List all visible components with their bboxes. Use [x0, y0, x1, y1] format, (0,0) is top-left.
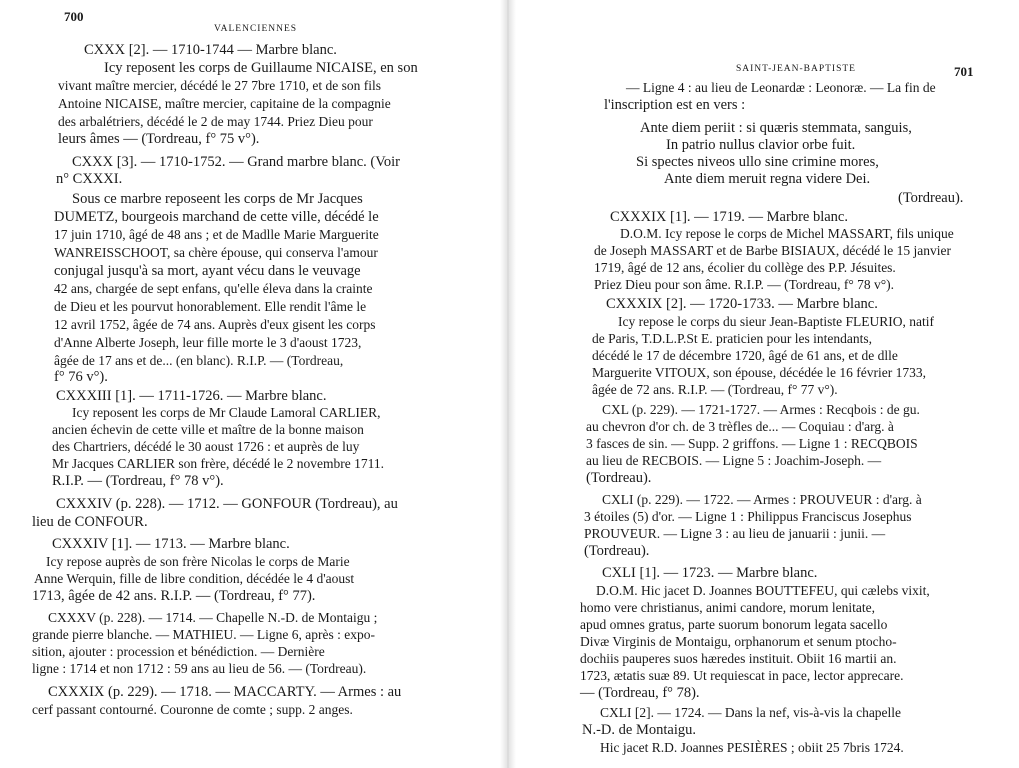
- entry-heading: CXXXIX [2]. — 1720-1733. — Marbre blanc.: [606, 296, 878, 312]
- text-line: d'Anne Alberte Joseph, leur fille morte le 3 d'aoust 1723,: [54, 335, 362, 350]
- right-page: [506, 0, 1019, 768]
- text-line: conjugal jusqu'à sa mort, ayant vécu dans le veuvage: [54, 263, 361, 279]
- text-line: Sous ce marbre reposeent les corps de Mr Jacques: [72, 191, 363, 207]
- text-line: de Dieu et les pourvut honorablement. Elle rendit l'âme le: [54, 299, 367, 314]
- text-line: apud omnes gratus, parte suorum bonorum legata sacello: [580, 617, 888, 632]
- text-line: 42 ans, chargée de sept enfans, qu'elle éleva dans la crainte: [54, 281, 373, 296]
- text-line: WANREISSCHOOT, sa chère épouse, qui conserva l'amour: [54, 245, 378, 260]
- entry-heading: CXXXV (p. 228). — 1714. — Chapelle N.-D. de Montaigu ;: [48, 610, 378, 625]
- verse-line: Ante diem meruit regna videre Dei.: [664, 171, 871, 187]
- text-line: Icy repose auprès de son frère Nicolas le corps de Marie: [46, 554, 350, 569]
- entry-heading: CXXXIV [1]. — 1713. — Marbre blanc.: [52, 536, 290, 552]
- text-line: D.O.M. Icy repose le corps de Michel MASSART, fils unique: [620, 226, 954, 241]
- text-line: 17 juin 1710, âgé de 48 ans ; et de Madlle Marie Marguerite: [54, 227, 379, 242]
- text-line: (Tordreau).: [584, 543, 650, 559]
- text-line: PROUVEUR. — Ligne 3 : au lieu de januarii : junii. —: [584, 526, 886, 541]
- text-line: homo vere christianus, animi candore, morum lenitate,: [580, 600, 876, 615]
- text-line: D.O.M. Hic jacet D. Joannes BOUTTEFEU, qui cælebs vixit,: [596, 583, 930, 598]
- entry-heading: CXXXIII [1]. — 1711-1726. — Marbre blanc.: [56, 388, 327, 404]
- text-line: DUMETZ, bourgeois marchand de cette ville, décédé le: [54, 209, 379, 225]
- text-line: R.I.P. — (Tordreau, f° 78 v°).: [52, 473, 224, 489]
- text-line: l'inscription est en vers :: [604, 97, 746, 113]
- text-line: dochiis pauperes suos hæredes instituit. Obiit 16 martii an.: [580, 651, 897, 666]
- text-line: Marguerite VITOUX, son épouse, décédée le 16 février 1733,: [592, 365, 927, 380]
- text-line: ancien échevin de cette ville et maître de la bonne maison: [52, 422, 364, 437]
- text-line: — (Tordreau, f° 78).: [580, 685, 700, 701]
- text-line: ligne : 1714 et non 1712 : 59 ans au lieu de 56. — (Tordreau).: [32, 661, 367, 676]
- text-line: 3 fasces de sin. — Supp. 2 griffons. — Ligne 1 : RECQBOIS: [586, 436, 918, 451]
- text-line: grande pierre blanche. — MATHIEU. — Ligne 6, après : expo-: [32, 627, 376, 642]
- text-line: Icy repose le corps du sieur Jean-Baptiste FLEURIO, natif: [618, 314, 935, 329]
- entry-heading: CXLI (p. 229). — 1722. — Armes : PROUVEUR : d'arg. à: [602, 492, 922, 507]
- text-line: 1719, âgé de 12 ans, écolier du collège des P.P. Jésuites.: [594, 260, 896, 275]
- text-line: de Joseph MASSART et de Barbe BISIAUX, décédé le 15 janvier: [594, 243, 951, 258]
- text-line: sition, ajouter : procession et bénédiction. — Dernière: [32, 644, 325, 659]
- entry-heading: CXXXIV (p. 228). — 1712. — GONFOUR (Tordreau), au: [56, 496, 398, 512]
- text-line: (Tordreau).: [586, 470, 652, 486]
- text-line: N.-D. de Montaigu.: [582, 722, 696, 738]
- entry-heading: CXLI [2]. — 1724. — Dans la nef, vis-à-vis la chapelle: [600, 705, 902, 720]
- text-line: — Ligne 4 : au lieu de Leonardæ : Leonoræ. — La fin de: [626, 80, 936, 95]
- running-head: SAINT-JEAN-BAPTISTE: [736, 64, 856, 74]
- text-line: Priez Dieu pour son âme. R.I.P. — (Tordreau, f° 78 v°).: [594, 277, 895, 292]
- text-line: 3 étoiles (5) d'or. — Ligne 1 : Philippus Franciscus Josephus: [584, 509, 912, 524]
- text-line: vivant maître mercier, décédé le 27 7bre 1710, et de son fils: [58, 78, 381, 93]
- text-line: 12 avril 1752, âgée de 74 ans. Auprès d'eux gisent les corps: [54, 317, 376, 332]
- text-line: décédé le 17 de décembre 1720, âgé de 61 ans, et de dlle: [592, 348, 898, 363]
- text-line: Mr Jacques CARLIER son frère, décédé le 2 novembre 1711.: [52, 456, 385, 471]
- entry-heading: CXL (p. 229). — 1721-1727. — Armes : Recqbois : de gu.: [602, 402, 920, 417]
- text-line: des Chartriers, décédé le 30 aoust 1726 : et auprès de luy: [52, 439, 360, 454]
- entry-heading: CXXXIX (p. 229). — 1718. — MACCARTY. — Armes : au: [48, 684, 402, 700]
- text-line: 1713, âgée de 42 ans. R.I.P. — (Tordreau, f° 77).: [32, 588, 316, 604]
- text-line: âgée de 72 ans. R.I.P. — (Tordreau, f° 77 v°).: [592, 382, 838, 397]
- text-line: Hic jacet R.D. Joannes PESIÈRES ; obiit 25 7bris 1724.: [600, 740, 904, 755]
- text-line: Icy reposent les corps de Guillaume NICAISE, en son: [104, 60, 418, 76]
- entry-heading: CXXX [3]. — 1710-1752. — Grand marbre blanc. (Voir: [72, 154, 400, 170]
- page-number: 700: [64, 9, 84, 24]
- entry-heading: CXXXIX [1]. — 1719. — Marbre blanc.: [610, 209, 848, 225]
- text-line: Icy reposent les corps de Mr Claude Lamoral CARLIER,: [72, 405, 381, 420]
- verse-line: Ante diem periit : si quæris stemmata, sanguis,: [640, 120, 912, 136]
- entry-heading: CXLI [1]. — 1723. — Marbre blanc.: [602, 565, 818, 581]
- verse-line: Si spectes niveos ullo sine crimine mores,: [636, 154, 879, 170]
- entry-heading: CXXX [2]. — 1710-1744 — Marbre blanc.: [84, 42, 337, 58]
- page-number: 701: [954, 64, 974, 79]
- text-line: Anne Werquin, fille de libre condition, décédée le 4 d'aoust: [34, 571, 355, 586]
- text-line: Antoine NICAISE, maître mercier, capitaine de la compagnie: [58, 96, 391, 111]
- text-line: Divæ Virginis de Montaigu, orphanorum et senum ptocho-: [580, 634, 897, 649]
- text-line: au chevron d'or ch. de 3 trèfles de... — Coquiau : d'arg. à: [586, 419, 894, 434]
- text-line: (Tordreau).: [898, 190, 964, 206]
- text-line: cerf passant contourné. Couronne de comte ; supp. 2 anges.: [32, 702, 353, 717]
- verse-line: In patrio nullus clavior orbe fuit.: [666, 137, 856, 153]
- text-line: de Paris, T.D.L.P.St E. praticien pour les intendants,: [592, 331, 872, 346]
- text-line: âgée de 17 ans et de... (en blanc). R.I.P. — (Tordreau,: [54, 353, 344, 368]
- left-page: [0, 0, 506, 768]
- text-line: lieu de CONFOUR.: [32, 514, 148, 530]
- text-line: des arbalétriers, décédé le 2 de may 1744. Priez Dieu pour: [58, 114, 373, 129]
- text-line: n° CXXXI.: [56, 171, 123, 187]
- text-line: f° 76 v°).: [54, 369, 108, 385]
- running-head: VALENCIENNES: [214, 24, 298, 34]
- text-line: 1723, ætatis suæ 89. Ut requiescat in pace, lector apprecare.: [580, 668, 904, 683]
- text-line: au lieu de RECBOIS. — Ligne 5 : Joachim-Joseph. —: [586, 453, 882, 468]
- text-line: leurs âmes — (Tordreau, f° 75 v°).: [58, 131, 260, 147]
